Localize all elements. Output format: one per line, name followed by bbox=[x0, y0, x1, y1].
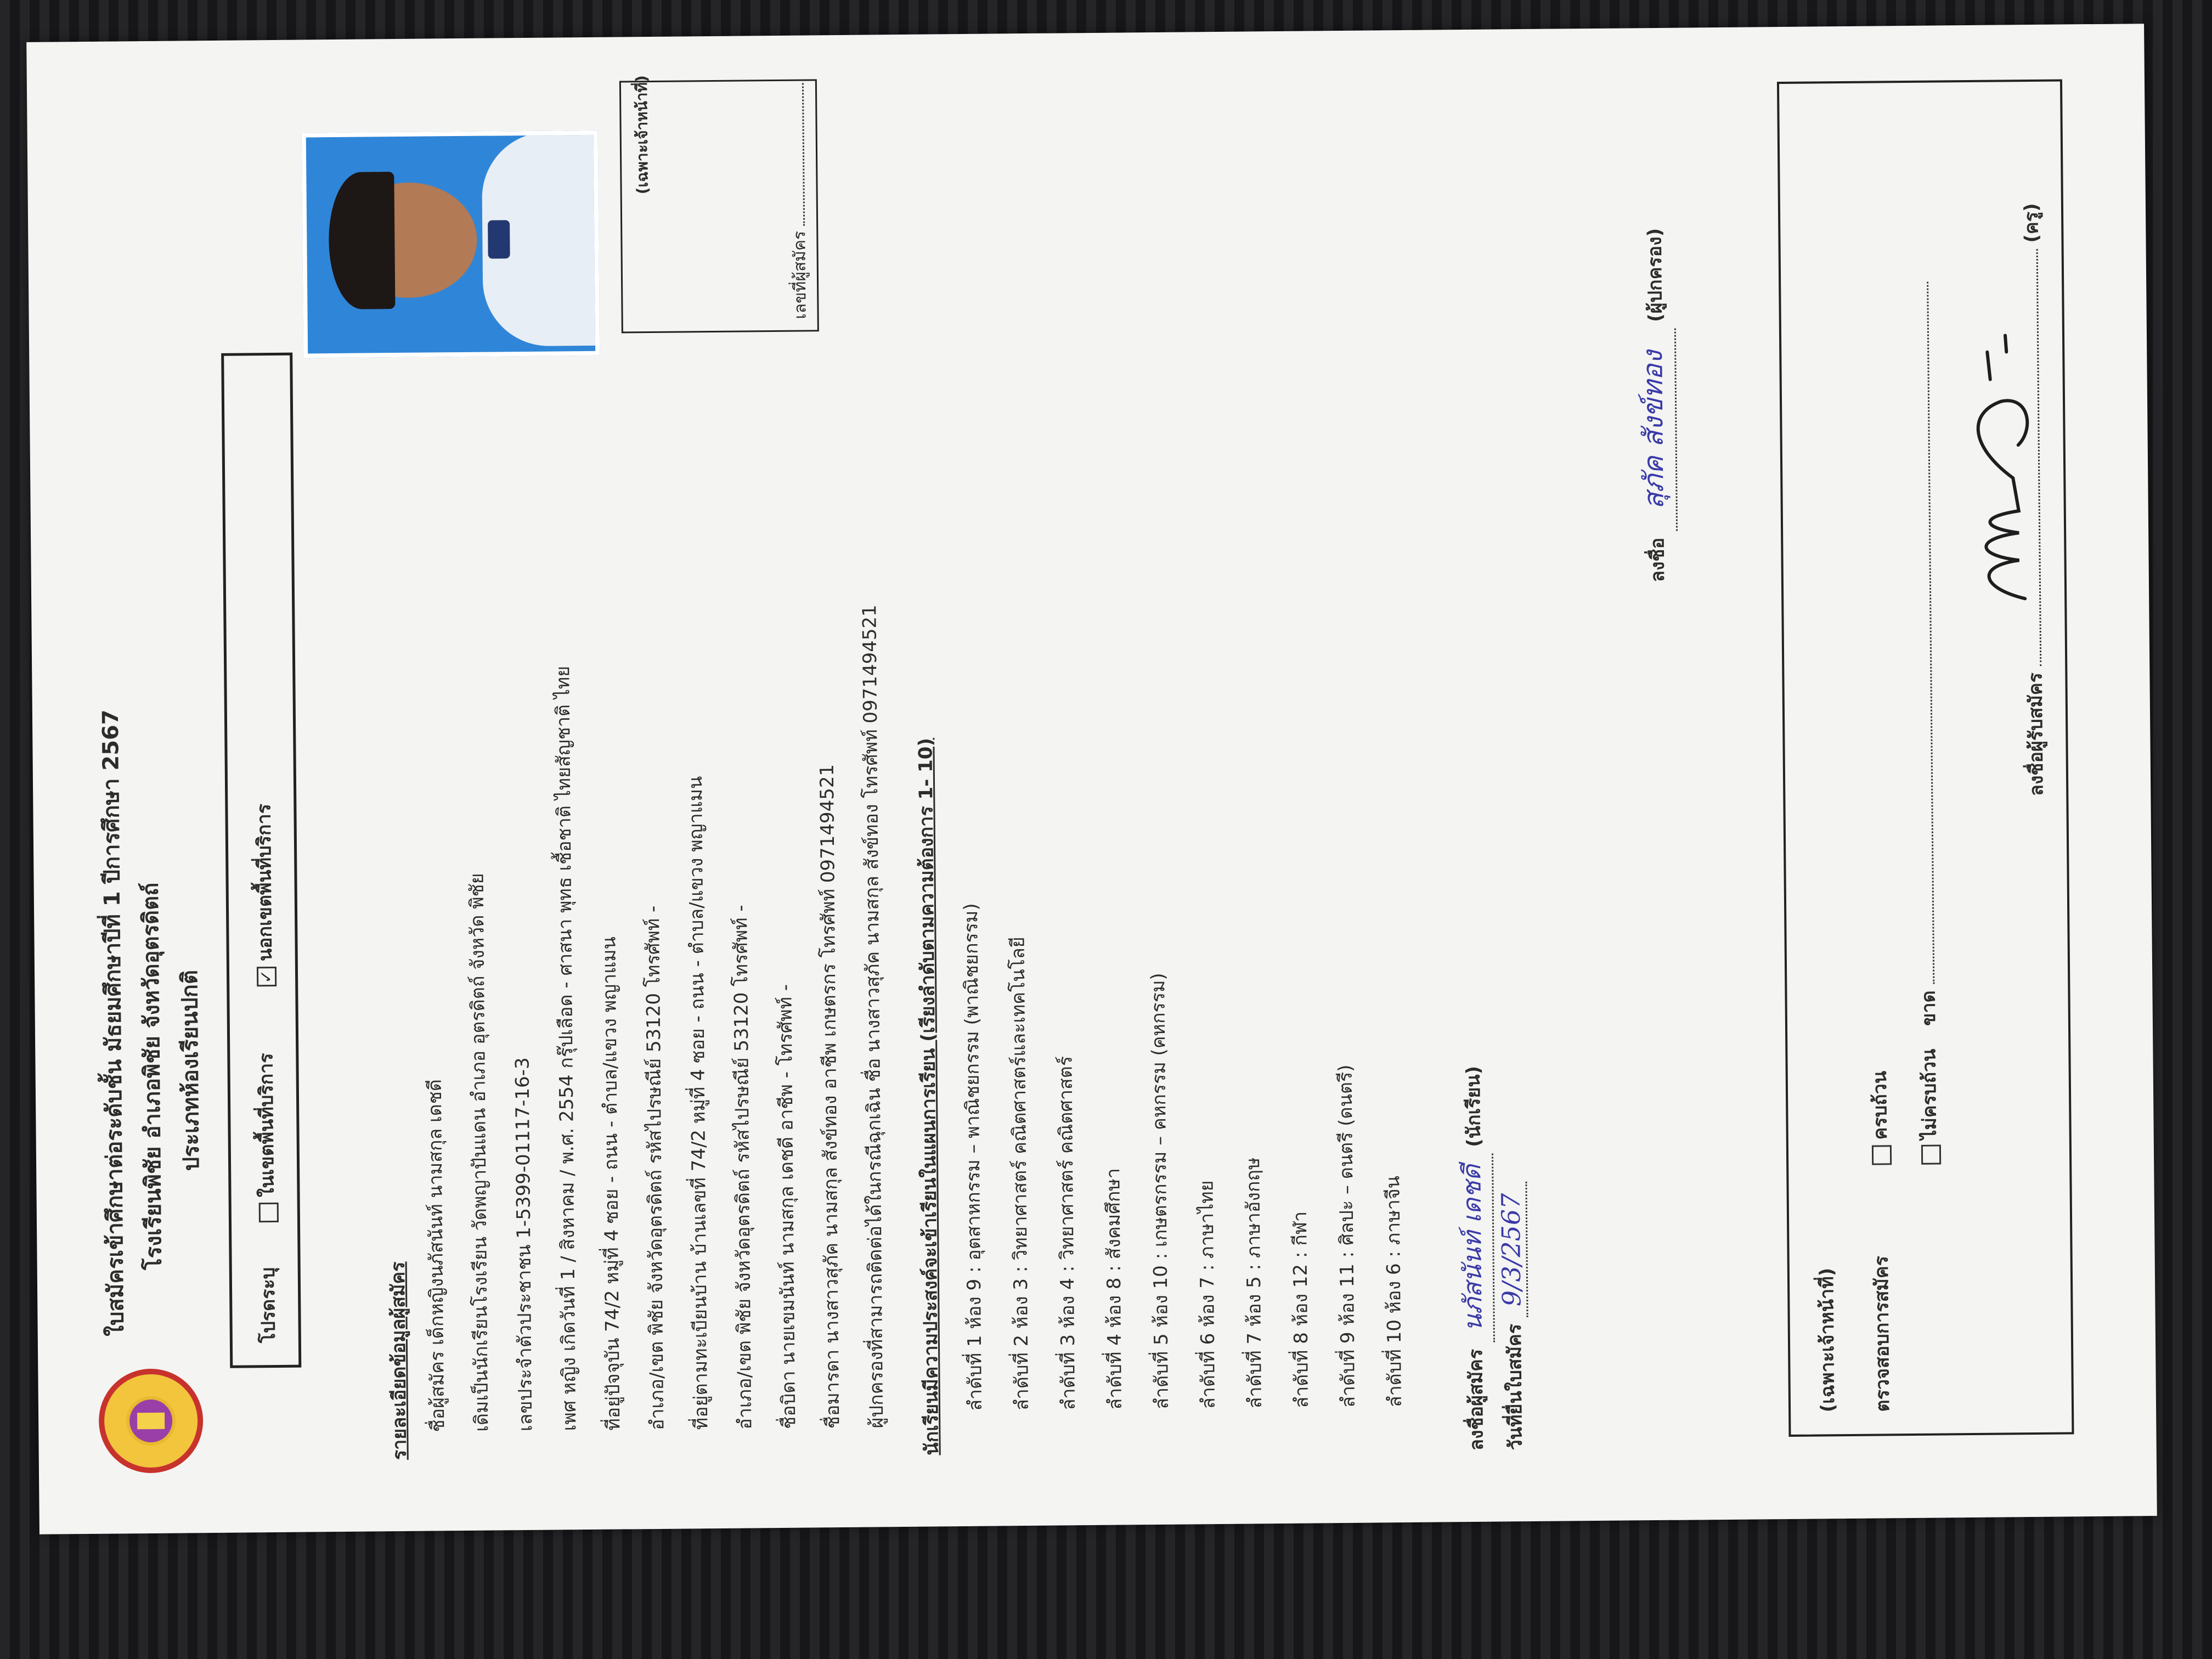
applicant-number-box bbox=[619, 75, 819, 333]
submission-date-field[interactable]: 9/3/2567 bbox=[1496, 1182, 1528, 1317]
info-line-father: ชื่อบิดา นายเขมนันท์ นามสกุล เดชดี อาชีพ - โทรศัพท์ - bbox=[774, 984, 800, 1430]
complete-checkbox[interactable] bbox=[1871, 1145, 1891, 1165]
section-study-plan-heading: นักเรียนมีความประสงค์จะเข้าเรียนในแผนการเรียน (เรียงลำดับตามความต้องการ 1- 10) bbox=[915, 737, 943, 1455]
plan-choice-7: ลำดับที่ 7 ห้อง 5 : ภาษาอังกฤษ bbox=[1242, 1157, 1267, 1409]
plan-choice-1: ลำดับที่ 1 ห้อง 9 : อุตสาหกรรม – พาณิชยกรรม (พาณิชยกรรม) bbox=[960, 903, 987, 1412]
school-seal-logo bbox=[98, 1368, 204, 1474]
receiver-signature-label: ลงชื่อผู้รับสมัคร bbox=[2024, 672, 2048, 797]
officer-verification-box bbox=[1777, 80, 2074, 1437]
out-zone-checkbox[interactable]: ✓ bbox=[256, 967, 276, 986]
section-applicant-heading: รายละเอียดข้อมูลผู้สมัคร bbox=[387, 1261, 411, 1460]
guardian-role-label: (ผู้ปกครอง) bbox=[1644, 228, 1667, 323]
info-line-personal: เพศ หญิง เกิดวันที่ 1 / สิงหาคม / พ.ศ. 2554 กรุ๊ปเลือด - ศาสนา พุทธ เชื้อชาติ ไทยสัญชาติ ไทย bbox=[552, 665, 581, 1431]
info-line-registered-address: ที่อยู่ตามทะเบียนบ้าน บ้านเลขที่ 74/2 หมู่ที่ 4 ซอย - ถนน - ตำบล/แขวง พญาแมน bbox=[684, 776, 713, 1430]
info-line-current-address: ที่อยู่ปัจจุบัน 74/2 หมู่ที่ 4 ซอย - ถนน - ตำบล/แขวง พญาแมน bbox=[598, 936, 625, 1431]
submission-date-label: วันที่ยื่นใบสมัคร bbox=[1503, 1323, 1527, 1451]
missing-label: ขาด bbox=[1917, 990, 1940, 1026]
applicant-photo bbox=[302, 131, 600, 358]
guardian-name-signature[interactable]: สุภัค สังข์ทอง bbox=[1631, 329, 1678, 532]
school-name: โรงเรียนพิชัย อำเภอพิชัย จังหวัดอุตรดิตถ์ bbox=[138, 882, 167, 1271]
plan-choice-3: ลำดับที่ 3 ห้อง 4 : วิทยาศาสตร์ คณิตศาสตร์ bbox=[1054, 1056, 1080, 1410]
document-content bbox=[65, 57, 2119, 1501]
missing-items-field[interactable] bbox=[1927, 282, 1934, 984]
plan-choice-5: ลำดับที่ 5 ห้อง 10 : เกษตรกรรม – คหกรรม (คหกรรม) bbox=[1147, 973, 1173, 1410]
in-zone-label: ในเขตพื้นที่บริการ bbox=[255, 1053, 279, 1198]
applicant-number-field[interactable] bbox=[802, 83, 805, 225]
applicant-number-label: เลขที่ผู้สมัคร bbox=[790, 230, 810, 319]
info-line-previous-school: เดิมเป็นนักเรียนโรงเรียน วัดพญาปันแดน อำเภอ อุตรดิตถ์ จังหวัด พิชัย bbox=[466, 873, 493, 1432]
plan-choice-4: ลำดับที่ 4 ห้อง 8 : สังคมศึกษา bbox=[1102, 1168, 1127, 1410]
incomplete-label: ไม่ครบถ้วน bbox=[1918, 1048, 1941, 1139]
teacher-role-label: (ครู) bbox=[2020, 203, 2043, 243]
room-type: ประเภทห้องเรียนปกติ bbox=[177, 969, 205, 1171]
plan-choice-2: ลำดับที่ 2 ห้อง 3 : วิทยาศาสตร์ คณิตศาสตร์และเทคโนโลยี bbox=[1007, 936, 1034, 1411]
officer-box-title: (เฉพาะเจ้าหน้าที่) bbox=[1815, 1267, 1839, 1413]
receiver-handwritten-signature bbox=[1956, 225, 2047, 610]
zone-label: โปรดระบุ bbox=[257, 1267, 280, 1344]
guardian-sign-label: ลงชื่อ bbox=[1646, 537, 1669, 583]
info-line-mother: ชื่อมารดา นางสาวสุภัค นามสกุล สังข์ทอง อาชีพ เกษตรกร โทรศัพท์ 0971494521 bbox=[816, 764, 844, 1429]
verification-label: ตรวจสอบการสมัคร bbox=[1870, 1256, 1894, 1412]
student-role-label: (นักเรียน) bbox=[1462, 1065, 1485, 1148]
info-line-current-district: อำเภอ/เขต พิชัย จังหวัดอุตรดิตถ์ รหัสไปรษณีย์ 53120 โทรศัพท์ - bbox=[641, 905, 669, 1431]
plan-choice-6: ลำดับที่ 6 ห้อง 7 : ภาษาไทย bbox=[1195, 1180, 1220, 1409]
plan-choice-8: ลำดับที่ 8 ห้อง 12 : กีฬา bbox=[1289, 1211, 1313, 1408]
plan-choice-10: ลำดับที่ 10 ห้อง 6 : ภาษาจีน bbox=[1382, 1176, 1407, 1408]
applicant-signature-label: ลงชื่อผู้สมัคร bbox=[1465, 1348, 1488, 1451]
incomplete-checkbox[interactable] bbox=[1921, 1145, 1940, 1165]
info-line-name: ชื่อผู้สมัคร เด็กหญิงนภัสนันท์ นามสกุล เดชดี bbox=[424, 1079, 449, 1432]
out-zone-label: นอกเขตพื้นที่บริการ bbox=[253, 803, 276, 962]
form-title: ใบสมัครเข้าศึกษาต่อระดับชั้น มัธยมศึกษาปีที่ 1 ปีการศึกษา 2567 bbox=[98, 709, 129, 1336]
complete-label: ครบถ้วน bbox=[1869, 1070, 1892, 1140]
in-zone-checkbox[interactable] bbox=[258, 1203, 278, 1222]
info-line-emergency-contact: ผู้ปกครองที่สามารถติดต่อได้ในกรณีฉุกเฉิน ชื่อ นางสาวสุภัค นามสกุล สังข์ทอง โทรศัพท์ 0971494521 bbox=[859, 605, 888, 1429]
plan-choice-9: ลำดับที่ 9 ห้อง 11 : ศิลปะ – ดนตรี (ดนตรี) bbox=[1334, 1064, 1360, 1408]
info-line-registered-district: อำเภอ/เขต พิชัย จังหวัดอุตรดิตถ์ รหัสไปรษณีย์ 53120 โทรศัพท์ - bbox=[729, 905, 757, 1430]
officer-only-note: (เฉพาะเจ้าหน้าที่) bbox=[632, 75, 652, 195]
applicant-name-signature[interactable]: นภัสนันท์ เดชดี bbox=[1452, 1153, 1495, 1342]
application-paper bbox=[26, 24, 2157, 1534]
zone-selection-box bbox=[221, 353, 301, 1368]
info-line-id-number: เลขประจำตัวประชาชน 1-5399-01117-16-3 bbox=[511, 1057, 537, 1432]
